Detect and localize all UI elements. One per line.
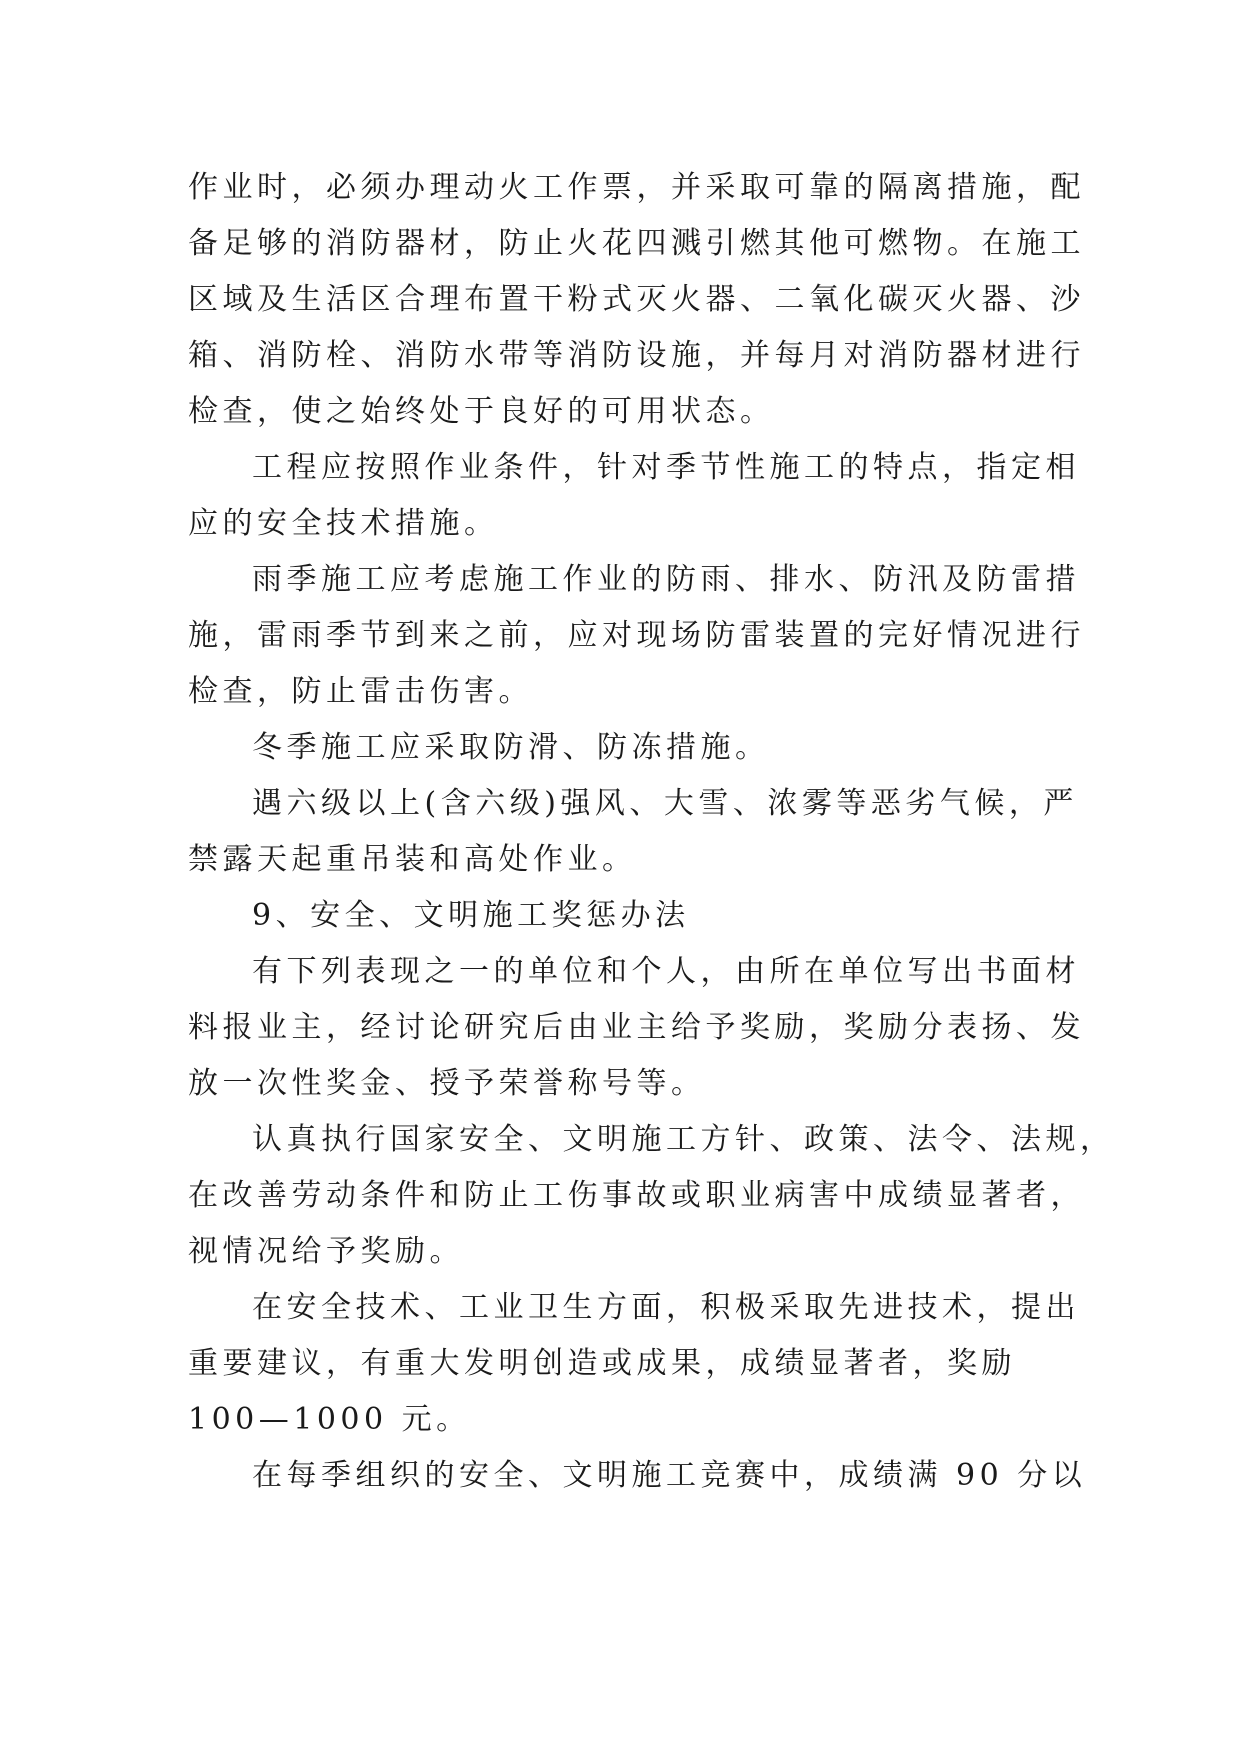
text-line: 作业时，必须办理动火工作票，并采取可靠的隔离措施，配 (188, 170, 1085, 205)
text-line: 在每季组织的安全、文明施工竞赛中，成绩满 90 分以 (252, 1458, 1087, 1493)
text-line: 检查，防止雷击伤害。 (188, 674, 533, 709)
text-line: 雨季施工应考虑施工作业的防雨、排水、防汛及防雷措 (252, 562, 1080, 597)
text-line: 认真执行国家安全、文明施工方针、政策、法令、法规， (252, 1122, 1115, 1157)
text-line: 工程应按照作业条件，针对季节性施工的特点，指定相 (252, 450, 1080, 485)
text-line: 在改善劳动条件和防止工伤事故或职业病害中成绩显著者， (188, 1178, 1085, 1213)
text-line: 100—1000 元。 (188, 1402, 471, 1437)
text-line: 区域及生活区合理布置干粉式灭火器、二氧化碳灭火器、沙 (188, 282, 1085, 317)
text-line: 重要建议，有重大发明创造或成果，成绩显著者，奖励 (188, 1346, 1016, 1381)
text-line: 有下列表现之一的单位和个人，由所在单位写出书面材 (252, 954, 1080, 989)
document-body (188, 160, 1115, 1504)
text-line: 冬季施工应采取防滑、防冻措施。 (252, 730, 770, 765)
text-line: 施，雷雨季节到来之前，应对现场防雷装置的完好情况进行 (188, 618, 1085, 653)
text-line: 应的安全技术措施。 (188, 506, 499, 541)
text-line: 检查，使之始终处于良好的可用状态。 (188, 394, 775, 429)
text-line: 备足够的消防器材，防止火花四溅引燃其他可燃物。在施工 (188, 226, 1085, 261)
text-line: 在安全技术、工业卫生方面，积极采取先进技术，提出 (252, 1290, 1080, 1325)
text-line: 视情况给予奖励。 (188, 1234, 464, 1269)
text-line: 箱、消防栓、消防水带等消防设施，并每月对消防器材进行 (188, 338, 1085, 373)
section-heading: 9、安全、文明施工奖惩办法 (252, 898, 690, 933)
text-line: 遇六级以上(含六级)强风、大雪、浓雾等恶劣气候，严 (252, 786, 1078, 821)
text-line: 料报业主，经讨论研究后由业主给予奖励，奖励分表扬、发 (188, 1010, 1085, 1045)
text-line: 禁露天起重吊装和高处作业。 (188, 842, 637, 877)
text-line: 放一次性奖金、授予荣誉称号等。 (188, 1066, 706, 1101)
